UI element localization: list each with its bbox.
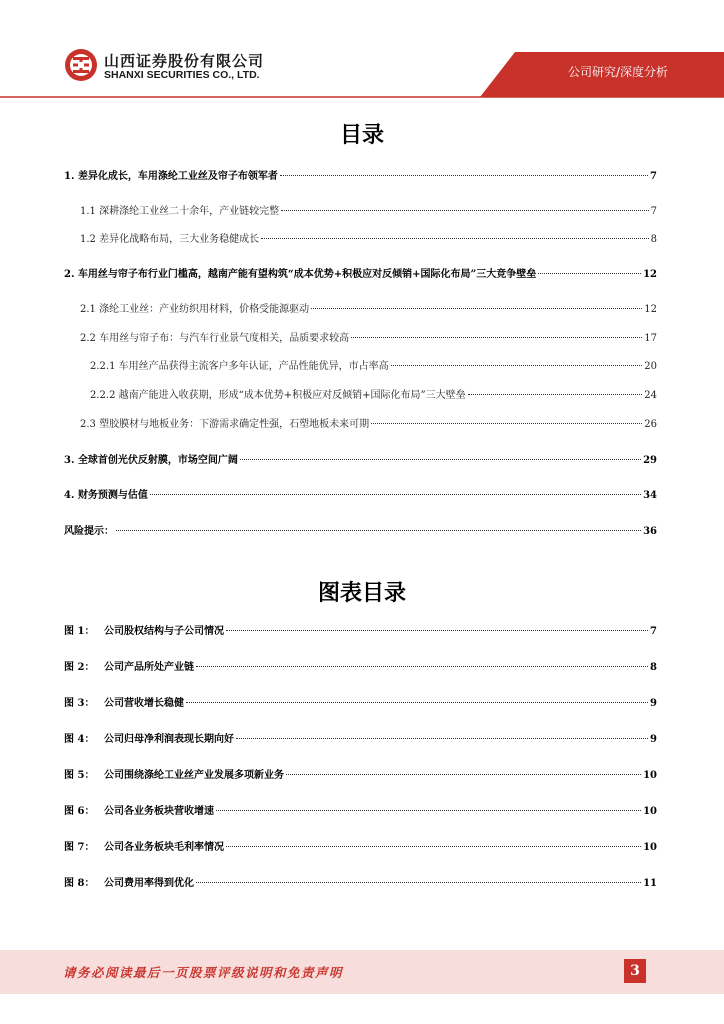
dot-leader	[538, 273, 641, 274]
figure-entry[interactable]	[64, 694, 657, 710]
toc-entry-title: 车用丝与帘子布行业门槛高，越南产能有望构筑“成本优势+积极应对反倾销+国际化布局”三大竞争壁垒	[77, 269, 537, 280]
toc-entry-title: 深耕涤纶工业丝二十余年，产业链较完整	[99, 206, 280, 217]
figure-entry-number: 图 5：	[64, 770, 95, 781]
toc-entry[interactable]	[64, 265, 657, 281]
toc-entry-page: 29	[643, 455, 657, 466]
figure-entry[interactable]	[64, 658, 657, 674]
toc-entry[interactable]	[90, 357, 657, 373]
toc-entry-page: 8	[650, 234, 657, 245]
figure-entry[interactable]	[64, 622, 657, 638]
toc-entry-number: 2.2.2	[90, 390, 116, 401]
toc-entry[interactable]	[90, 386, 657, 402]
toc-entry-title: 车用丝产品获得主流客户多年认证，产品性能优异，市占率高	[118, 361, 389, 372]
figure-entry-title: 公司各业务板块营收增速	[104, 806, 214, 817]
dot-leader	[196, 882, 641, 883]
toc-entry[interactable]	[80, 329, 657, 345]
company-logo-icon	[64, 48, 98, 82]
figure-entry-title: 公司产品所处产业链	[104, 662, 194, 673]
dot-leader	[371, 423, 642, 424]
figure-entry-page: 10	[643, 806, 657, 817]
dot-leader	[150, 494, 641, 495]
toc-entry-page: 24	[644, 390, 657, 401]
figure-entry-page: 11	[643, 878, 657, 889]
toc-entry[interactable]	[64, 451, 657, 467]
figure-entry-title: 公司股权结构与子公司情况	[104, 626, 224, 637]
dot-leader	[261, 238, 649, 239]
figure-entry-number: 图 2：	[64, 662, 95, 673]
dot-leader	[216, 810, 641, 811]
figure-entry[interactable]	[64, 766, 657, 782]
toc-entry-number: 1.2	[80, 234, 96, 245]
page-header	[0, 0, 724, 100]
figures-title: 图表目录	[317, 580, 406, 606]
toc-entry-title: 涤纶工业丝：产业纺织用材料，价格受能源驱动	[99, 304, 310, 315]
dot-leader	[468, 394, 643, 395]
figure-entry-number: 图 6：	[64, 806, 95, 817]
toc-entry[interactable]	[80, 202, 657, 218]
toc-entry[interactable]	[64, 167, 657, 183]
figure-entry-title: 公司各业务板块毛利率情况	[104, 842, 224, 853]
dot-leader	[286, 774, 641, 775]
toc-entry-title: 越南产能进入收获期，形成“成本优势+积极应对反倾销+国际化布局”三大壁垒	[118, 390, 466, 401]
toc-entry-title: 差异化成长，车用涤纶工业丝及帘子布领军者	[77, 171, 278, 182]
figure-entry[interactable]	[64, 802, 657, 818]
toc-entry-page: 12	[644, 304, 657, 315]
company-name-en: SHANXI SECURITIES CO., LTD.	[104, 69, 260, 81]
figure-entry-title: 公司归母净利润表现长期向好	[104, 734, 234, 745]
dot-leader	[351, 337, 642, 338]
dot-leader	[280, 175, 648, 176]
dot-leader	[226, 630, 648, 631]
toc-entry-page: 17	[644, 333, 657, 344]
figure-entry-number: 图 7：	[64, 842, 95, 853]
figure-entry-page: 7	[650, 626, 657, 637]
figure-entry-title: 公司费用率得到优化	[104, 878, 194, 889]
footer-disclaimer: 请务必阅读最后一页股票评级说明和免责声明	[63, 965, 344, 980]
page-number: 3	[624, 959, 646, 983]
figure-entry[interactable]	[64, 730, 657, 746]
toc-entry[interactable]	[80, 230, 657, 246]
toc-entry-number: 2.1	[80, 304, 96, 315]
dot-leader	[236, 738, 648, 739]
toc-entry-number: 3.	[64, 455, 75, 466]
toc-entry-number: 2.2	[80, 333, 96, 344]
toc-entry-number: 1.	[64, 171, 75, 182]
dot-leader	[186, 702, 648, 703]
report-category: 公司研究/深度分析	[567, 65, 668, 79]
toc-entry-title: 差异化战略布局，三大业务稳健成长	[99, 234, 260, 245]
toc-title: 目录	[339, 122, 384, 148]
dot-leader	[226, 846, 641, 847]
toc-entry-page: 34	[643, 490, 657, 501]
toc-entry-number: 1.1	[80, 206, 96, 217]
figure-entry-title: 公司营收增长稳健	[104, 698, 184, 709]
figure-entry-number: 图 1：	[64, 626, 95, 637]
dot-leader	[281, 210, 649, 211]
toc-entry[interactable]	[64, 486, 657, 502]
figure-entry[interactable]	[64, 838, 657, 854]
figure-entry-title: 公司围绕涤纶工业丝产业发展多项新业务	[104, 770, 284, 781]
toc-entry[interactable]	[80, 415, 657, 431]
figure-entry-page: 10	[643, 842, 657, 853]
dot-leader	[196, 666, 648, 667]
company-name-cn: 山西证券股份有限公司	[104, 52, 265, 70]
figure-entry-number: 图 3：	[64, 698, 95, 709]
figure-entry-page: 10	[643, 770, 657, 781]
figure-entry-page: 9	[650, 734, 657, 745]
dot-leader	[240, 459, 641, 460]
toc-entry-number: 2.	[64, 269, 75, 280]
toc-entry-page: 20	[644, 361, 657, 372]
toc-entry-title: 塑胶膜材与地板业务：下游需求确定性强，石塑地板未来可期	[99, 419, 370, 430]
dot-leader	[116, 530, 641, 531]
dot-leader	[311, 308, 642, 309]
toc-entry-page: 7	[650, 171, 657, 182]
toc-entry[interactable]	[64, 522, 657, 538]
figure-entry-page: 9	[650, 698, 657, 709]
figure-entry-number: 图 8：	[64, 878, 95, 889]
toc-entry-number: 2.2.1	[90, 361, 116, 372]
dot-leader	[391, 365, 643, 366]
toc-entry-title: 风险提示：	[64, 526, 114, 537]
figure-entry-number: 图 4：	[64, 734, 95, 745]
toc-entry-page: 26	[644, 419, 657, 430]
toc-entry-page: 7	[650, 206, 657, 217]
toc-entry-page: 36	[643, 526, 657, 537]
toc-entry-title: 全球首创光伏反射膜，市场空间广阔	[77, 455, 238, 466]
figure-entry-page: 8	[650, 662, 657, 673]
toc-entry-title: 财务预测与估值	[77, 490, 148, 501]
toc-entry-title: 车用丝与帘子布：与汽车行业景气度相关，品质要求较高	[99, 333, 350, 344]
toc-entry[interactable]	[80, 300, 657, 316]
toc-entry-number: 2.3	[80, 419, 96, 430]
figure-entry[interactable]	[64, 874, 657, 890]
toc-entry-page: 12	[643, 269, 657, 280]
toc-entry-number: 4.	[64, 490, 75, 501]
